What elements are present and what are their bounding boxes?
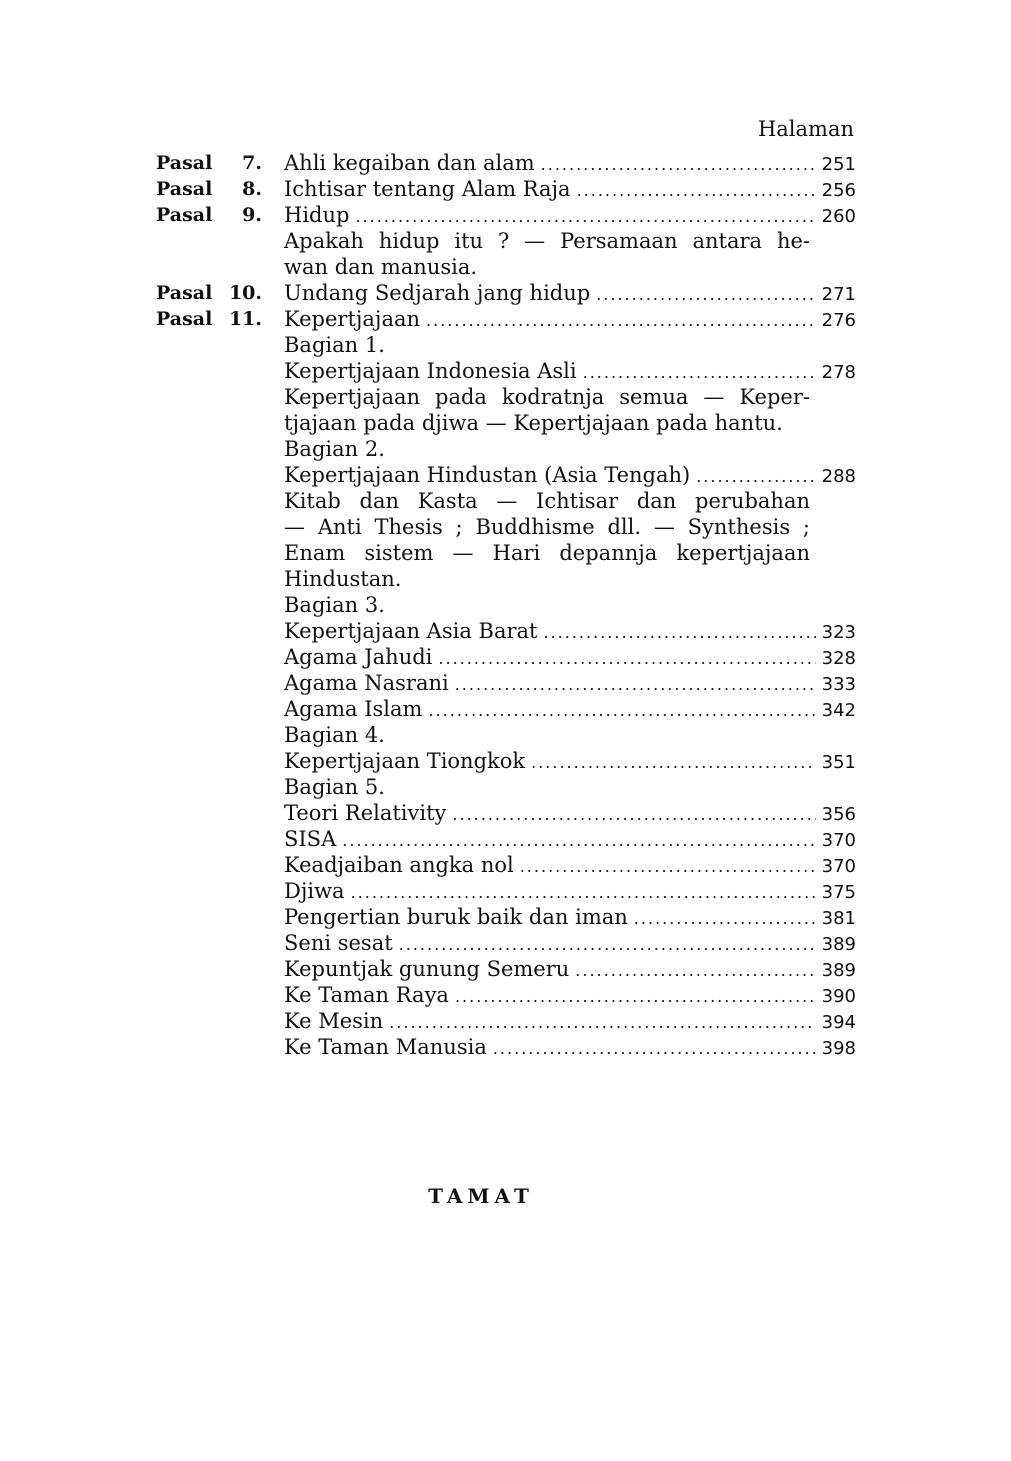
entry-page-number: 351 — [821, 752, 856, 773]
entry-page-number: 288 — [821, 466, 856, 487]
toc-row — [0, 176, 1011, 202]
toc-entry — [284, 826, 856, 854]
entry-title: Agama Nasrani — [284, 671, 449, 695]
page-column-header: Halaman — [757, 117, 854, 141]
chapter-label: Pasal 11. — [156, 308, 262, 330]
entry-description: — Anti Thesis ; Buddhisme dll. — Synthesis ; — [284, 515, 810, 539]
entry-title: Undang Sedjarah jang hidup — [284, 281, 591, 305]
toc-row — [0, 878, 1011, 904]
chapter-label: Pasal 9. — [156, 204, 262, 226]
toc-row — [0, 254, 1011, 280]
entry-page-number: 251 — [821, 154, 856, 175]
entry-title: Kepertjajaan — [284, 307, 421, 331]
entry-title: Seni sesat — [284, 931, 393, 955]
entry-title: Teori Relativity — [284, 801, 447, 825]
dot-leader — [577, 178, 816, 204]
entry-page-number: 389 — [821, 934, 856, 955]
toc-row — [0, 826, 1011, 852]
dot-leader — [544, 620, 816, 646]
toc-row — [0, 644, 1011, 670]
entry-page-number: 323 — [821, 622, 856, 643]
toc-row — [0, 488, 1011, 514]
toc-row — [0, 800, 1011, 826]
entry-title: Kepuntjak gunung Semeru — [284, 957, 570, 981]
dot-leader — [342, 828, 815, 854]
toc-row — [0, 384, 1011, 410]
entry-title: Ke Taman Manusia — [284, 1035, 487, 1059]
entry-title: Pengertian buruk baik dan iman — [284, 905, 628, 929]
toc-row — [0, 618, 1011, 644]
toc-row — [0, 358, 1011, 384]
entry-page-number: 381 — [821, 908, 856, 929]
entry-page-number: 390 — [821, 986, 856, 1007]
dot-leader — [351, 880, 816, 906]
entry-description: Kitab dan Kasta — Ichtisar dan perubahan — [284, 489, 810, 513]
entry-title: Hidup — [284, 203, 350, 227]
toc-row — [0, 202, 1011, 228]
toc-row — [0, 332, 1011, 358]
toc-row — [0, 1034, 1011, 1060]
entry-page-number: 394 — [821, 1012, 856, 1033]
toc-entry — [284, 956, 856, 984]
chapter-label: Pasal 10. — [156, 282, 262, 304]
dot-leader — [493, 1036, 816, 1062]
dot-leader — [355, 204, 815, 230]
entry-title: Kepertjajaan Tiongkok — [284, 749, 526, 773]
toc-row — [0, 592, 1011, 618]
toc-entry — [284, 878, 856, 906]
toc-row — [0, 1008, 1011, 1034]
end-marker: TAMAT — [428, 1184, 534, 1208]
section-heading: Bagian 2. — [284, 437, 385, 461]
table-of-contents — [0, 150, 1011, 1060]
dot-leader — [596, 282, 815, 308]
entry-description: Kepertjajaan pada kodratnja semua — Keper- — [284, 385, 810, 409]
chapter-label: Pasal 8. — [156, 178, 262, 200]
entry-page-number: 398 — [821, 1038, 856, 1059]
toc-row — [0, 150, 1011, 176]
entry-page-number: 276 — [821, 310, 856, 331]
entry-description: Enam sistem — Hari depannja kepertjajaan — [284, 541, 810, 565]
toc-entry — [284, 618, 856, 646]
toc-entry — [284, 358, 856, 386]
toc-row — [0, 306, 1011, 332]
toc-row — [0, 566, 1011, 592]
dot-leader — [634, 906, 816, 932]
toc-entry — [284, 176, 856, 204]
section-heading: Bagian 3. — [284, 593, 385, 617]
toc-entry — [284, 644, 856, 672]
entry-description: Apakah hidup itu ? — Persamaan antara he- — [284, 229, 810, 253]
dot-leader — [520, 854, 816, 880]
entry-title: Ke Taman Raya — [284, 983, 449, 1007]
entry-title: Agama Jahudi — [284, 645, 433, 669]
dot-leader — [583, 360, 816, 386]
entry-page-number: 256 — [821, 180, 856, 201]
dot-leader — [389, 1010, 815, 1036]
toc-row — [0, 982, 1011, 1008]
dot-leader — [696, 464, 815, 490]
entry-page-number: 375 — [821, 882, 856, 903]
toc-row — [0, 930, 1011, 956]
toc-row — [0, 748, 1011, 774]
entry-title: Kepertjajaan Hindustan (Asia Tengah) — [284, 463, 691, 487]
toc-entry — [284, 1034, 856, 1062]
toc-entry — [284, 748, 856, 776]
toc-entry — [284, 202, 856, 230]
toc-row — [0, 228, 1011, 254]
dot-leader — [426, 308, 816, 334]
toc-row — [0, 410, 1011, 436]
toc-entry — [284, 852, 856, 880]
entry-description: Hindustan. — [284, 567, 402, 591]
toc-entry — [284, 306, 856, 334]
toc-row — [0, 774, 1011, 800]
section-heading: Bagian 4. — [284, 723, 385, 747]
toc-row — [0, 670, 1011, 696]
toc-row — [0, 722, 1011, 748]
entry-title: Ichtisar tentang Alam Raja — [284, 177, 571, 201]
toc-entry — [284, 462, 856, 490]
entry-title: Keadjaiban angka nol — [284, 853, 514, 877]
toc-entry — [284, 696, 856, 724]
toc-row — [0, 280, 1011, 306]
toc-row — [0, 956, 1011, 982]
entry-title: Kepertjajaan Asia Barat — [284, 619, 538, 643]
entry-page-number: 278 — [821, 362, 856, 383]
toc-row — [0, 436, 1011, 462]
entry-title: Agama Islam — [284, 697, 423, 721]
dot-leader — [541, 152, 816, 178]
section-heading: Bagian 5. — [284, 775, 385, 799]
toc-entry — [284, 982, 856, 1010]
toc-row — [0, 904, 1011, 930]
dot-leader — [575, 958, 815, 984]
toc-entry — [284, 280, 856, 308]
entry-page-number: 370 — [821, 830, 856, 851]
entry-title: Ahli kegaiban dan alam — [284, 151, 535, 175]
entry-title: Ke Mesin — [284, 1009, 384, 1033]
entry-page-number: 356 — [821, 804, 856, 825]
toc-entry — [284, 800, 856, 828]
toc-entry — [284, 150, 856, 178]
toc-row — [0, 462, 1011, 488]
toc-entry — [284, 904, 856, 932]
dot-leader — [455, 984, 816, 1010]
dot-leader — [399, 932, 816, 958]
toc-row — [0, 514, 1011, 540]
dot-leader — [428, 698, 815, 724]
toc-entry — [284, 1008, 856, 1036]
entry-description: wan dan manusia. — [284, 255, 478, 279]
section-heading: Bagian 1. — [284, 333, 385, 357]
entry-title: Djiwa — [284, 879, 345, 903]
dot-leader — [438, 646, 815, 672]
toc-entry — [284, 670, 856, 698]
entry-title: SISA — [284, 827, 337, 851]
entry-page-number: 271 — [821, 284, 856, 305]
entry-page-number: 342 — [821, 700, 856, 721]
entry-description: tjajaan pada djiwa — Kepertjajaan pada hantu. — [284, 411, 783, 435]
entry-title: Kepertjajaan Indonesia Asli — [284, 359, 577, 383]
dot-leader — [455, 672, 816, 698]
toc-row — [0, 696, 1011, 722]
entry-page-number: 370 — [821, 856, 856, 877]
toc-entry — [284, 930, 856, 958]
entry-page-number: 328 — [821, 648, 856, 669]
dot-leader — [531, 750, 816, 776]
toc-row — [0, 540, 1011, 566]
toc-row — [0, 852, 1011, 878]
entry-page-number: 389 — [821, 960, 856, 981]
entry-page-number: 260 — [821, 206, 856, 227]
dot-leader — [452, 802, 815, 828]
chapter-label: Pasal 7. — [156, 152, 262, 174]
entry-page-number: 333 — [821, 674, 856, 695]
